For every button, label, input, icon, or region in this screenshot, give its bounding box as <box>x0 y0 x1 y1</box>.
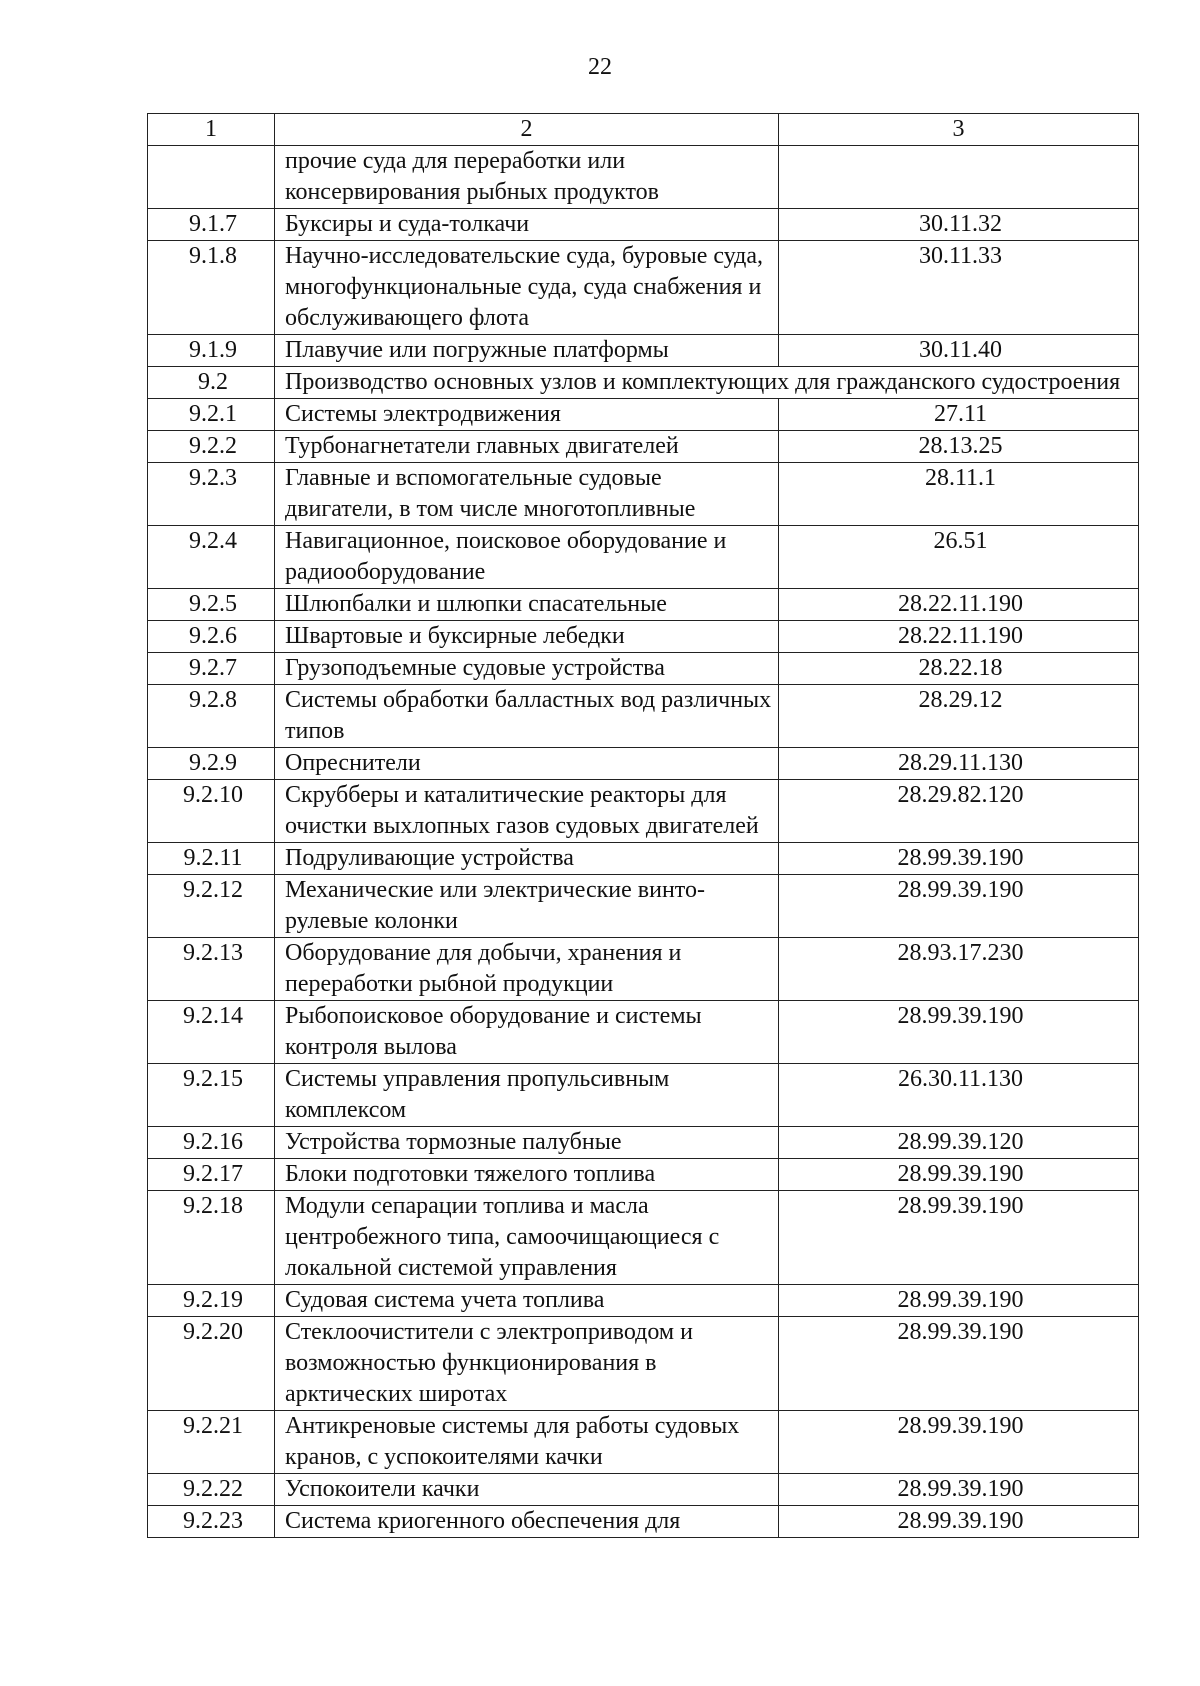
table-row <box>148 1064 1139 1127</box>
row-number-cell: 9.2.7 <box>148 653 275 685</box>
row-name-cell: Оборудование для добычи, хранения и переработки рыбной продукции <box>275 938 779 1001</box>
row-name-cell: Успокоители качки <box>275 1474 779 1506</box>
row-name-cell: Антикреновые системы для работы судовых кранов, с успокоителями качки <box>275 1411 779 1474</box>
row-code-cell: 28.99.39.190 <box>779 1001 1139 1064</box>
table-row <box>148 1127 1139 1159</box>
row-code-cell: 28.99.39.190 <box>779 1411 1139 1474</box>
row-name-cell: Плавучие или погружные платформы <box>275 335 779 367</box>
row-name-cell: прочие суда для переработки или консервирования рыбных продуктов <box>275 146 779 209</box>
row-code-cell: 28.99.39.190 <box>779 1506 1139 1538</box>
row-code-cell: 28.22.11.190 <box>779 589 1139 621</box>
row-number-cell: 9.2.17 <box>148 1159 275 1191</box>
row-name-cell: Грузоподъемные судовые устройства <box>275 653 779 685</box>
row-code-cell: 28.99.39.190 <box>779 1317 1139 1411</box>
row-name-cell: Блоки подготовки тяжелого топлива <box>275 1159 779 1191</box>
table-row <box>148 589 1139 621</box>
classification-table <box>147 113 1139 1538</box>
table-row <box>148 653 1139 685</box>
row-name-cell: Швартовые и буксирные лебедки <box>275 621 779 653</box>
row-number-cell: 9.2.12 <box>148 875 275 938</box>
row-number-cell: 9.2.2 <box>148 431 275 463</box>
row-number-cell: 9.2.3 <box>148 463 275 526</box>
table-body <box>148 146 1139 1538</box>
table-row <box>148 1317 1139 1411</box>
row-code-cell: 28.29.11.130 <box>779 748 1139 780</box>
row-name-cell: Механические или электрические винто-рулевые колонки <box>275 875 779 938</box>
row-number-cell: 9.1.7 <box>148 209 275 241</box>
row-name-cell: Буксиры и суда-толкачи <box>275 209 779 241</box>
row-code-cell: 28.99.39.190 <box>779 875 1139 938</box>
table-row <box>148 1191 1139 1285</box>
table-row <box>148 1411 1139 1474</box>
row-name-cell: Судовая система учета топлива <box>275 1285 779 1317</box>
row-name-cell: Скрубберы и каталитические реакторы для очистки выхлопных газов судовых двигателей <box>275 780 779 843</box>
row-code-cell: 28.22.18 <box>779 653 1139 685</box>
row-number-cell: 9.2.6 <box>148 621 275 653</box>
row-code-cell: 28.11.1 <box>779 463 1139 526</box>
column-header-name: 2 <box>275 114 779 146</box>
row-number-cell: 9.2.9 <box>148 748 275 780</box>
row-name-cell: Система криогенного обеспечения для <box>275 1506 779 1538</box>
table-row <box>148 335 1139 367</box>
row-number-cell: 9.2.20 <box>148 1317 275 1411</box>
column-header-code: 3 <box>779 114 1139 146</box>
table-row <box>148 1506 1139 1538</box>
table-row <box>148 367 1139 399</box>
table-row <box>148 875 1139 938</box>
row-number-cell: 9.2.19 <box>148 1285 275 1317</box>
row-code-cell: 26.30.11.130 <box>779 1064 1139 1127</box>
table-row <box>148 241 1139 335</box>
page-number: 22 <box>588 54 612 80</box>
table-header-row <box>148 114 1139 146</box>
row-name-cell: Рыбопоисковое оборудование и системы контроля вылова <box>275 1001 779 1064</box>
row-code-cell: 26.51 <box>779 526 1139 589</box>
row-number-cell: 9.2.10 <box>148 780 275 843</box>
table-row <box>148 146 1139 209</box>
row-name-cell: Стеклоочистители с электроприводом и возможностью функционирования в арктических широтах <box>275 1317 779 1411</box>
row-name-cell: Производство основных узлов и комплектующих для гражданского судостроения <box>275 367 1139 399</box>
table-row <box>148 1474 1139 1506</box>
row-number-cell: 9.2.8 <box>148 685 275 748</box>
table-row <box>148 463 1139 526</box>
row-name-cell: Устройства тормозные палубные <box>275 1127 779 1159</box>
row-number-cell: 9.2.1 <box>148 399 275 431</box>
row-code-cell: 28.29.12 <box>779 685 1139 748</box>
table-row <box>148 431 1139 463</box>
table-row <box>148 938 1139 1001</box>
row-code-cell <box>779 146 1139 209</box>
row-name-cell: Шлюпбалки и шлюпки спасательные <box>275 589 779 621</box>
table-row <box>148 1285 1139 1317</box>
row-code-cell: 28.29.82.120 <box>779 780 1139 843</box>
table-row <box>148 399 1139 431</box>
table-row <box>148 748 1139 780</box>
table-row <box>148 621 1139 653</box>
row-number-cell <box>148 146 275 209</box>
row-number-cell: 9.2.14 <box>148 1001 275 1064</box>
row-name-cell: Главные и вспомогательные судовые двигатели, в том числе многотопливные <box>275 463 779 526</box>
row-name-cell: Научно-исследовательские суда, буровые суда, многофункциональные суда, суда снабжения и обслуживающего флота <box>275 241 779 335</box>
row-number-cell: 9.2.16 <box>148 1127 275 1159</box>
table-row <box>148 685 1139 748</box>
row-name-cell: Системы управления пропульсивным комплексом <box>275 1064 779 1127</box>
row-code-cell: 28.13.25 <box>779 431 1139 463</box>
row-name-cell: Модули сепарации топлива и масла центробежного типа, самоочищающиеся с локальной системой управления <box>275 1191 779 1285</box>
row-code-cell: 28.99.39.120 <box>779 1127 1139 1159</box>
row-code-cell: 30.11.40 <box>779 335 1139 367</box>
row-code-cell: 28.99.39.190 <box>779 1474 1139 1506</box>
table-row <box>148 526 1139 589</box>
row-number-cell: 9.2.22 <box>148 1474 275 1506</box>
row-code-cell: 27.11 <box>779 399 1139 431</box>
table-row <box>148 780 1139 843</box>
row-number-cell: 9.1.9 <box>148 335 275 367</box>
row-number-cell: 9.1.8 <box>148 241 275 335</box>
row-name-cell: Системы обработки балластных вод различных типов <box>275 685 779 748</box>
table-row <box>148 1159 1139 1191</box>
row-number-cell: 9.2.23 <box>148 1506 275 1538</box>
row-number-cell: 9.2.21 <box>148 1411 275 1474</box>
row-number-cell: 9.2.15 <box>148 1064 275 1127</box>
row-code-cell: 28.99.39.190 <box>779 1285 1139 1317</box>
row-number-cell: 9.2 <box>148 367 275 399</box>
table-row <box>148 1001 1139 1064</box>
row-name-cell: Подруливающие устройства <box>275 843 779 875</box>
row-name-cell: Системы электродвижения <box>275 399 779 431</box>
row-code-cell: 28.99.39.190 <box>779 1191 1139 1285</box>
table-row <box>148 209 1139 241</box>
row-number-cell: 9.2.13 <box>148 938 275 1001</box>
column-header-number: 1 <box>148 114 275 146</box>
row-name-cell: Опреснители <box>275 748 779 780</box>
row-code-cell: 30.11.33 <box>779 241 1139 335</box>
row-code-cell: 28.22.11.190 <box>779 621 1139 653</box>
row-number-cell: 9.2.18 <box>148 1191 275 1285</box>
row-name-cell: Турбонагнетатели главных двигателей <box>275 431 779 463</box>
row-number-cell: 9.2.5 <box>148 589 275 621</box>
row-code-cell: 28.99.39.190 <box>779 843 1139 875</box>
row-name-cell: Навигационное, поисковое оборудование и радиооборудование <box>275 526 779 589</box>
row-number-cell: 9.2.4 <box>148 526 275 589</box>
row-code-cell: 28.93.17.230 <box>779 938 1139 1001</box>
table-row <box>148 843 1139 875</box>
row-number-cell: 9.2.11 <box>148 843 275 875</box>
row-code-cell: 28.99.39.190 <box>779 1159 1139 1191</box>
row-code-cell: 30.11.32 <box>779 209 1139 241</box>
